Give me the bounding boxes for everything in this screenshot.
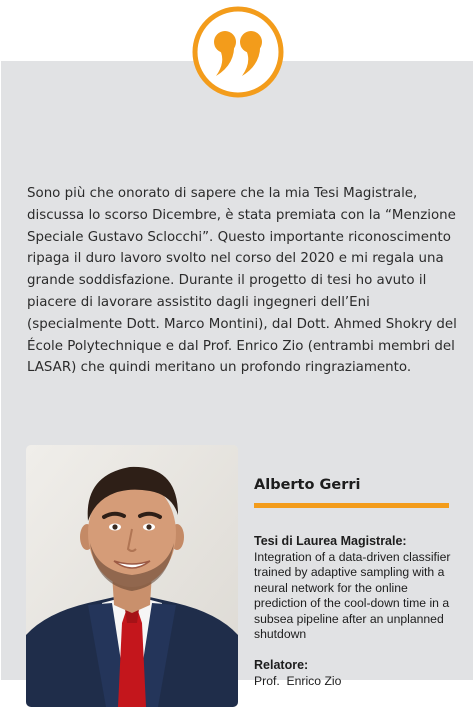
thesis-label: Tesi di Laurea Magistrale: xyxy=(254,534,407,548)
portrait-photo xyxy=(26,445,238,707)
thesis-title: Integration of a data-driven classifier trained by adaptive sampling with a neural network for the online prediction of the cool-down time in a subsea pipeline after an unplanned shutdown xyxy=(254,550,451,642)
advisor-name: Prof. Enrico Zio xyxy=(254,674,342,688)
advisor-label: Relatore: xyxy=(254,658,309,672)
portrait-illustration xyxy=(26,445,238,707)
quote-marks-icon xyxy=(190,4,286,100)
testimonial-card xyxy=(1,61,473,688)
orange-divider xyxy=(254,503,449,508)
person-name: Alberto Gerri xyxy=(254,477,361,493)
testimonial-quote: Sono più che onorato di sapere che la mia Tesi Magistrale, discussa lo scorso Dicembre, è stata premiata con la “Menzione Speciale Gustavo Sclocchi”. Questo importante riconoscimento ripaga il duro lavoro svolto nel corso del 2020 e mi regala una grande soddisfazione. Durante il progetto di tesi ho avuto il piacere di lavorare assistito dagli ingegneri dell’Eni (specialmente Dott. Marco Montini), dal Dott. Ahmed Shokry del École Polytechnique e dal Prof. Enrico Zio (entrambi membri del LASAR) che quindi meritano un profondo ringraziamento. xyxy=(27,186,457,376)
